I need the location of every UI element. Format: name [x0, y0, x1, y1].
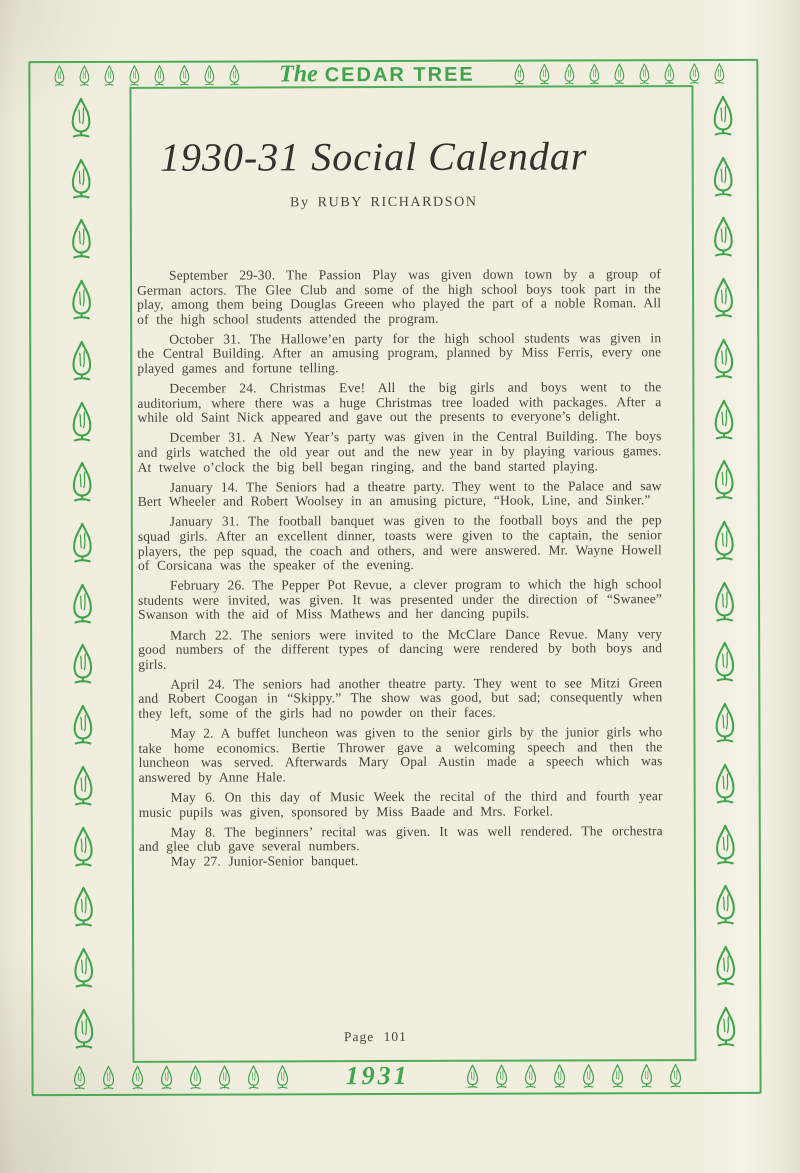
cedar-tree-icon [68, 520, 95, 565]
cedar-tree-icon [158, 1063, 174, 1090]
cedar-tree-icon [127, 63, 141, 86]
cedar-tree-icon [177, 63, 191, 86]
cedar-tree-icon [69, 702, 96, 747]
cedar-tree-icon [711, 639, 738, 684]
cedar-tree-icon [274, 1063, 290, 1090]
cedar-tree-icon [710, 397, 737, 442]
cedar-tree-icon [709, 93, 736, 138]
cedar-tree-icon [152, 63, 166, 86]
calendar-entry: April 24. The seniors had another theatre party. They went to see Mitzi Green and Robert Coogan in “Skippy.” The show was good, but sad; consequently when they left, some of the girls had no powder on their faces. [138, 675, 663, 721]
calendar-entry: January 31. The football banquet was given to the football boys and the pep squad girls. After an excellent dinner, toasts were given to the captain, the senior players, the pep squad, the coach and others, and were answered. Mr. Wayne Howell of Corsicana was the speaker of the evening. [137, 512, 662, 574]
cedar-tree-icon [67, 156, 94, 201]
cedar-tree-icon [522, 1062, 538, 1089]
cedar-tree-icon [52, 64, 66, 87]
calendar-entry: May 2. A buffet luncheon was given to the senior girls by the junior girls who take home economics. Bertie Thrower gave a welcoming speech and then the luncheon was served. Afterwards Mary Opal Austin made a speech which was answered by Anne Hale. [138, 724, 663, 785]
masthead-band [30, 60, 752, 88]
cedar-tree-icon [77, 63, 91, 86]
article-body [137, 267, 663, 869]
cedar-tree-icon [100, 1063, 116, 1090]
cedar-tree-icon [68, 459, 95, 504]
cedar-tree-icon [580, 1062, 596, 1089]
cedar-tree-icon [712, 943, 739, 988]
cedar-tree-icon [67, 216, 94, 261]
byline: By RUBY RICHARDSON [290, 194, 478, 211]
calendar-entry: May 27. Junior-Senior banquet. [170, 853, 359, 869]
year-trees-left [71, 1063, 290, 1091]
left-tree-border [30, 89, 133, 1057]
cedar-tree-icon [710, 579, 737, 624]
cedar-tree-icon [68, 399, 95, 444]
year-band [33, 1061, 755, 1091]
cedar-tree-icon [612, 62, 626, 85]
page-number: Page 101 [343, 1028, 407, 1045]
cedar-tree-icon [667, 1062, 683, 1089]
cedar-tree-icon [709, 154, 736, 199]
cedar-tree-icon [709, 214, 736, 259]
article [136, 86, 662, 869]
article-title: 1930-31 Social Calendar [159, 133, 588, 180]
calendar-entry: May 8. The beginners’ recital was given. It was well rendered. The orchestra and glee club gave several numbers. [138, 822, 663, 855]
calendar-entry: March 22. The seniors were invited to the McClare Dance Revue. Many very good numbers of the different types of dancing were rendered by both boys and girls. [138, 625, 663, 672]
cedar-tree-icon [551, 1062, 567, 1089]
masthead [279, 62, 475, 87]
cedar-tree-icon [711, 822, 738, 867]
calendar-entry: September 29-30. The Passion Play was given down town by a group of German actors. The Glee Club and some of the high school boys took part in the play, among them being Douglas Greeen who played the part of a noble Roman. All of the high school students attended the program. [137, 266, 662, 327]
cedar-tree-icon [609, 1062, 625, 1089]
cedar-tree-icon [227, 63, 241, 86]
cedar-tree-icon [68, 581, 95, 626]
calendar-entry: January 14. The Seniors had a theatre party. They went to the Palace and saw Bert Wheeler and Robert Woolsey in an amusing picture, “Hook, Line, and Sinker.” [137, 477, 662, 510]
cedar-tree-icon [711, 700, 738, 745]
cedar-tree-icon [187, 1063, 203, 1090]
masthead-trees-right [512, 61, 726, 85]
cedar-tree-icon [711, 761, 738, 806]
cedar-tree-icon [68, 338, 95, 383]
cedar-tree-icon [69, 884, 96, 929]
cedar-tree-icon [638, 1062, 654, 1089]
cedar-tree-icon [68, 277, 95, 322]
cedar-tree-icon [464, 1062, 480, 1089]
cedar-tree-icon [69, 641, 96, 686]
year-label: 1931 [345, 1060, 410, 1091]
cedar-tree-icon [712, 1004, 739, 1049]
cedar-tree-icon [70, 945, 97, 990]
cedar-tree-icon [662, 62, 676, 85]
cedar-tree-icon [245, 1063, 261, 1090]
masthead-title: CEDAR TREE [324, 63, 475, 87]
cedar-tree-icon [102, 63, 116, 86]
calendar-entry: Dcember 31. A New Year’s party was given in the Central Building. The boys and girls watched the old year out and the new year in by playing various games. At twelve o’clock the big bell began ringing, and the band started playing. [137, 428, 662, 475]
cedar-tree-icon [712, 61, 726, 84]
cedar-tree-icon [562, 62, 576, 85]
cedar-tree-icon [587, 62, 601, 85]
calendar-entry: February 26. The Pepper Pot Revue, a clever program to which the high school students were invited, was given. It was presented under the direction of “Swanee” Swanson with the aid of Miss Mathews and her dancing pupils. [138, 576, 663, 623]
cedar-tree-icon [687, 62, 701, 85]
cedar-tree-icon [537, 62, 551, 85]
cedar-tree-icon [202, 63, 216, 86]
year-trees-right [464, 1062, 683, 1090]
cedar-tree-icon [67, 95, 94, 140]
cedar-tree-icon [69, 763, 96, 808]
cedar-tree-icon [710, 457, 737, 502]
cedar-tree-icon [69, 824, 96, 869]
calendar-entry: December 24. Christmas Eve! All the big girls and boys went to the auditorium, where there was a huge Christmas tree loaded with packages. After a while old Saint Nick appeared and gave out the presents to everyone’s delight. [137, 379, 662, 426]
calendar-entry: May 6. On this day of Music Week the recital of the third and fourth year music pupils was given, sponsored by Miss Baade and Mrs. Forkel. [138, 788, 663, 820]
cedar-tree-icon [129, 1063, 145, 1090]
calendar-entry: October 31. The Hallowe’en party for the high school students was given in the Central Building. After an amusing program, planned by Miss Ferris, every one played games and fortune telling. [137, 330, 662, 376]
cedar-tree-icon [216, 1063, 232, 1090]
cedar-tree-icon [71, 1063, 87, 1090]
cedar-tree-icon [70, 1006, 97, 1051]
cedar-tree-icon [493, 1062, 509, 1089]
masthead-trees-left [52, 63, 241, 87]
cedar-tree-icon [710, 518, 737, 563]
cedar-tree-icon [711, 882, 738, 927]
cedar-tree-icon [512, 62, 526, 85]
right-tree-border [691, 87, 756, 1055]
cedar-tree-icon [710, 336, 737, 381]
cedar-tree-icon [710, 275, 737, 320]
cedar-tree-icon [637, 62, 651, 85]
masthead-script-word: The [279, 61, 318, 88]
